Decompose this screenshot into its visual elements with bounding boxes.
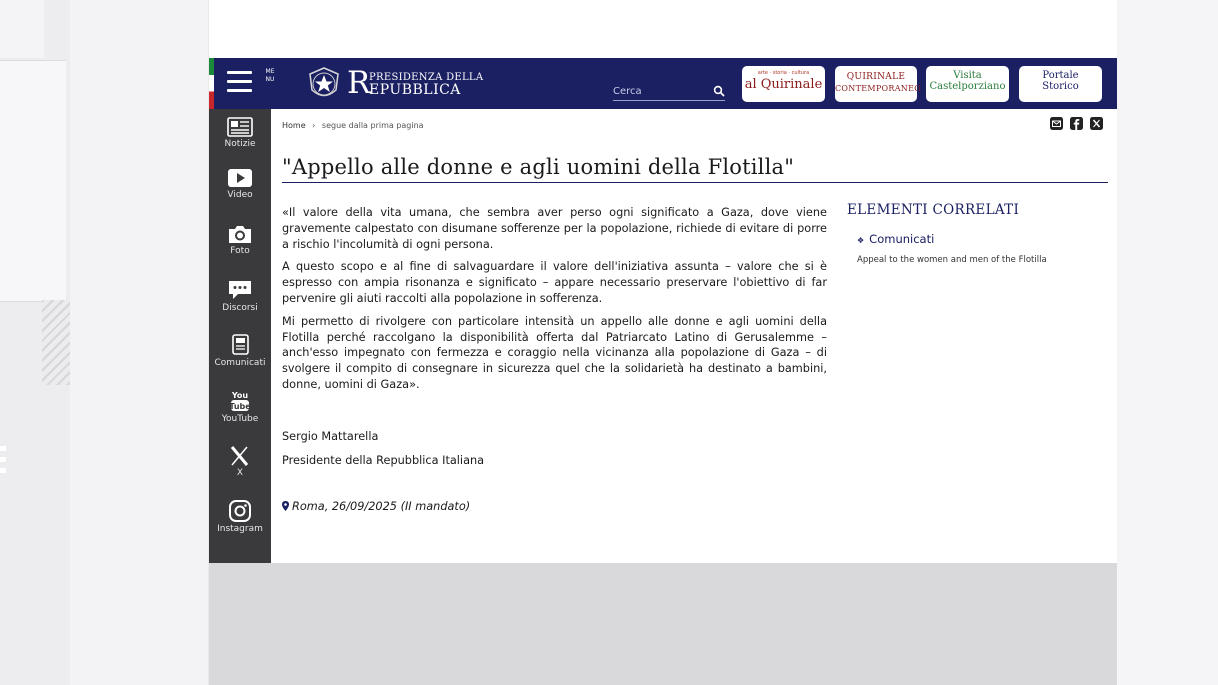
chevron-right-icon: › — [312, 121, 316, 130]
visita-castelporziano-line1: Visita — [953, 70, 982, 81]
sidebar-item-notizie[interactable] — [209, 117, 271, 167]
sidebar-label-video: Video — [227, 190, 253, 200]
brand-line2: EPUBBLICA — [369, 82, 461, 98]
youtube-icon — [227, 390, 253, 412]
signature-name: Sergio Mattarella — [282, 430, 379, 443]
place-date-text: Roma, 26/09/2025 (II mandato) — [292, 500, 471, 513]
sidebar-label-discorsi: Discorsi — [222, 303, 258, 313]
article-body — [282, 205, 827, 400]
portale-storico-line2: Storico — [1042, 81, 1079, 92]
sidebar-item-instagram[interactable] — [209, 500, 271, 550]
sidebar-item-youtube[interactable] — [209, 390, 271, 440]
sidebar-item-discorsi[interactable] — [209, 279, 271, 329]
republic-emblem-icon[interactable] — [307, 66, 341, 102]
page-footer-area — [209, 563, 1117, 685]
search-box — [613, 80, 725, 101]
sidebar-label-foto: Foto — [230, 246, 250, 256]
x-share-icon[interactable] — [1090, 117, 1103, 130]
svg-text:You: You — [231, 391, 249, 400]
menu-label[interactable]: MENU — [265, 68, 275, 83]
web-page — [209, 0, 1117, 685]
related-link-label: Comunicati — [869, 232, 935, 246]
quirinale-contemporaneo-line2: CONTEMPORANEO — [835, 84, 922, 93]
search-icon[interactable] — [713, 85, 725, 97]
sidebar-item-x[interactable] — [209, 446, 271, 496]
visita-castelporziano-line2: Castelporziano — [929, 81, 1006, 92]
sidebar-label-youtube: YouTube — [221, 414, 259, 424]
camera-icon — [227, 224, 253, 244]
sidebar-item-foto[interactable] — [209, 224, 271, 274]
sidebar-label-comunicati: Comunicati — [214, 358, 266, 368]
al-quirinale-label: al Quirinale — [744, 77, 823, 92]
sidebar-item-comunicati[interactable] — [209, 334, 271, 384]
related-elements-heading: ELEMENTI CORRELATI — [847, 202, 1020, 218]
sidebar-item-video[interactable] — [209, 168, 271, 218]
al-quirinale-tagline: arte · storia · cultura — [757, 70, 810, 76]
breadcrumb-current: segue dalla prima pagina — [321, 121, 424, 130]
brand-initial: R — [347, 65, 371, 101]
backdrop-hatch — [42, 300, 70, 385]
place-date — [282, 500, 470, 513]
instagram-icon — [227, 500, 253, 522]
backdrop-left-panel — [0, 60, 66, 302]
backdrop-strip — [70, 0, 208, 685]
article-paragraph: «Il valore della vita umana, che sembra aver perso ogni significato a Gaza, dove viene gravemente calpestato con disumane sofferenze per la popolazione, richiede di evitare di porre a rischio l'incolumità di ogni persona. — [282, 206, 827, 251]
visita-castelporziano-button[interactable] — [926, 66, 1009, 102]
hamburger-menu-icon[interactable] — [227, 71, 252, 95]
speech-bubble-icon — [227, 279, 253, 301]
newspaper-icon — [227, 117, 253, 137]
document-icon — [227, 334, 253, 356]
x-icon — [227, 446, 253, 466]
italian-flag-stripe — [209, 58, 214, 109]
backdrop-left-top — [0, 0, 44, 58]
related-description[interactable]: Appeal to the women and men of the Flotilla — [857, 255, 1047, 265]
brand-line1: PRESIDENZA DELLA — [369, 72, 484, 83]
map-pin-icon — [282, 501, 289, 511]
svg-text:Tube: Tube — [229, 402, 251, 411]
search-input[interactable] — [613, 83, 707, 99]
quirinale-contemporaneo-line1: QUIRINALE — [846, 72, 906, 82]
related-comunicati-link[interactable] — [857, 232, 934, 246]
portale-storico-button[interactable] — [1019, 66, 1102, 102]
sidebar — [209, 109, 271, 563]
backdrop-marks — [0, 446, 6, 486]
facebook-icon[interactable] — [1070, 117, 1083, 130]
signature-role: Presidente della Repubblica Italiana — [282, 454, 485, 467]
breadcrumb — [282, 121, 424, 130]
article-paragraph: A questo scopo e al fine di salvaguardare il valore dell'iniziativa assunta – valore che si è espresso con ampia risonanza e significato – appare necessario preservare l'obiettivo di far pervenire gli aiuti raccolti alla popolazione in sofferenza. — [282, 260, 827, 305]
page-top-area — [209, 0, 1117, 58]
sidebar-label-notizie: Notizie — [224, 139, 256, 149]
diamond-bullet-icon: ❖ — [857, 236, 865, 245]
breadcrumb-home-link[interactable]: Home — [282, 121, 306, 130]
site-header — [209, 58, 1117, 109]
article-title: "Appello alle donne e agli uomini della Flotilla" — [282, 155, 1108, 183]
article-paragraph: Mi permetto di rivolgere con particolare intensità un appello alle donne e agli uomini della Flotilla perché raccolgano la disponibilità offerta dal Patriarcato Latino di Gerusalemme – anch'esso impegnato con fermezza e coraggio nella vicinanza alla popolazione di Gaza – di svolgere il compito di consegnare in sicurezza quel che la solidarietà ha destinato a bambini, donne, uomini di Gaza». — [282, 314, 827, 391]
sidebar-label-instagram: Instagram — [217, 524, 263, 534]
quirinale-contemporaneo-button[interactable] — [835, 66, 922, 102]
play-icon — [227, 168, 253, 188]
backdrop-right — [1117, 0, 1218, 685]
email-icon[interactable] — [1050, 117, 1063, 130]
sidebar-label-x: X — [236, 468, 244, 478]
portale-storico-line1: Portale — [1042, 70, 1079, 81]
al-quirinale-button[interactable] — [742, 66, 825, 102]
